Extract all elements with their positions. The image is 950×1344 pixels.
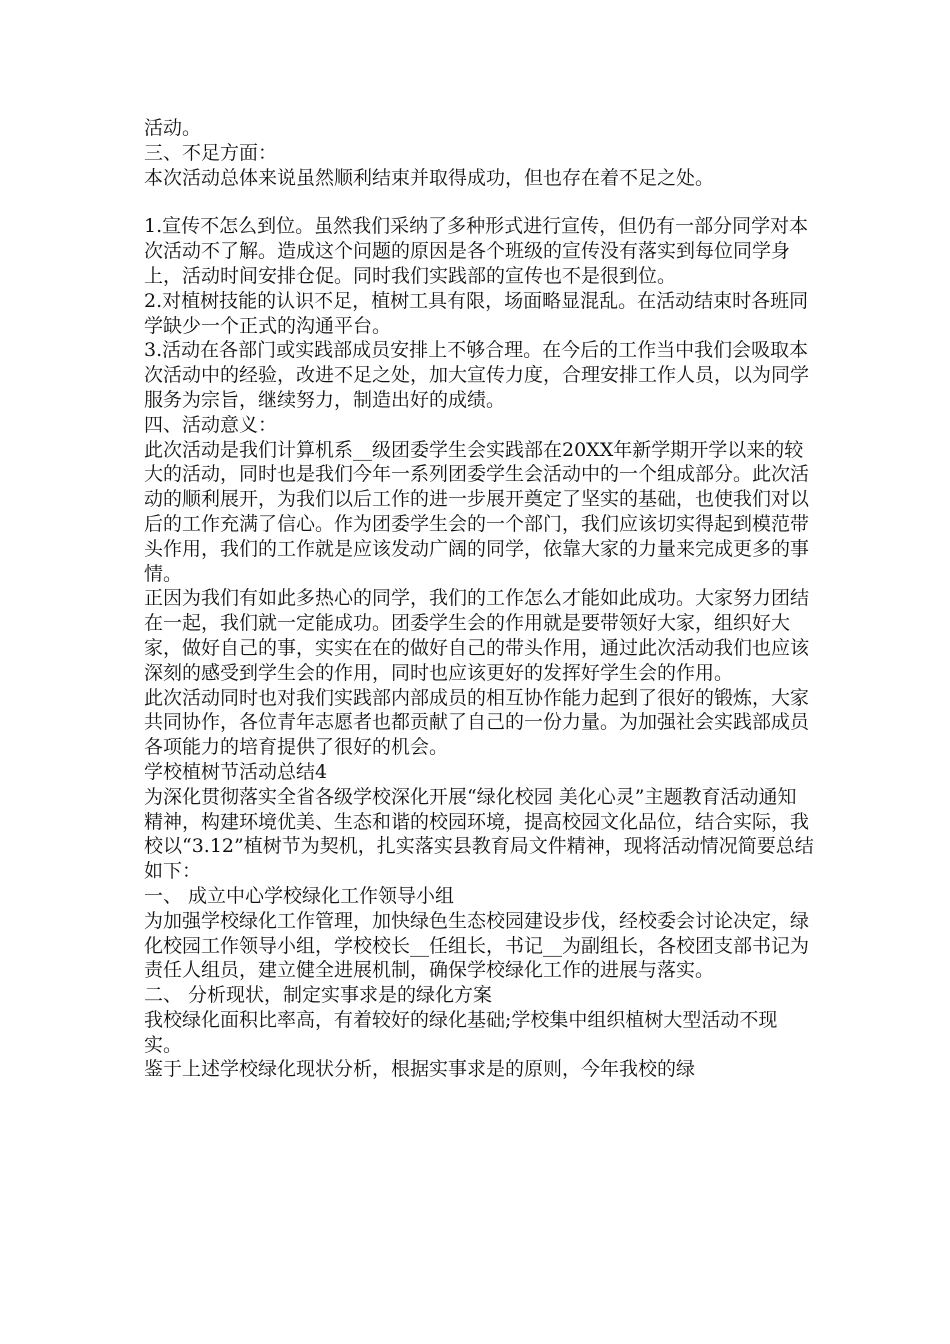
paragraph: 3.活动在各部门或实践部成员安排上不够合理。在今后的工作当中我们会吸取本次活动中的经验，改进不足之处，加大宣传力度，合理安排工作人员，以为同学服务为宗旨，继续努力，制造出好的成绩。 bbox=[144, 339, 810, 411]
paragraph: 我校绿化面积比率高，有着较好的绿化基础;学校集中组织植树大型活动不现实。 bbox=[144, 1008, 778, 1056]
paragraph: 鉴于上述学校绿化现状分析，根据实事求是的原则，今年我校的绿 bbox=[144, 1058, 696, 1081]
paragraph: 活动。 bbox=[144, 117, 202, 139]
section-heading-shortcomings: 三、不足方面： bbox=[144, 141, 278, 164]
section-heading-leadership: 一、 成立中心学校绿化工作领导小组 bbox=[144, 884, 455, 907]
paragraph: 为深化贯彻落实全省各级学校深化开展“绿化校园 美化心灵”主题教育活动通知精神，构建环境优美、生态和谐的校园环境，提高校园文化品位，结合实际，我校以“3.12”植树节为契机，扎实落实县教育局文件精神，现将活动情况简要总结如下： bbox=[144, 785, 814, 883]
document-body bbox=[144, 116, 814, 1082]
section-heading-analysis: 二、 分析现状，制定实事求是的绿化方案 bbox=[144, 984, 493, 1007]
paragraph: 1.宣传不怎么到位。虽然我们采纳了多种形式进行宣传，但仍有一部分同学对本次活动不了解。造成这个问题的原因是各个班级的宣传没有落实到每位同学身上，活动时间安排仓促。同时我们实践部的宣传也不是很到位。 bbox=[144, 215, 809, 287]
paragraph: 此次活动同时也对我们实践部内部成员的相互协作能力起到了很好的锻炼，大家共同协作，各位青年志愿者也都贡献了自己的一份力量。为加强社会实践部成员各项能力的培育提供了很好的机会。 bbox=[144, 686, 810, 759]
paragraph: 2.对植树技能的认识不足，植树工具有限，场面略显混乱。在活动结束时各班同学缺少一个正式的沟通平台。 bbox=[144, 289, 809, 337]
article-title: 学校植树节活动总结4 bbox=[144, 760, 328, 783]
paragraph: 为加强学校绿化工作管理，加快绿色生态校园建设步伐，经校委会讨论决定，绿化校园工作领导小组，学校校长__任组长，书记__为副组长，各校团支部书记为责任人组员，建立健全进展机制，确保学校绿化工作的进展与落实。 bbox=[144, 909, 810, 982]
blank-line bbox=[144, 190, 814, 214]
paragraph: 此次活动是我们计算机系__级团委学生会实践部在20XX年新学期开学以来的较大的活动，同时也是我们今年一系列团委学生会活动中的一个组成部分。此次活动的顺利展开，为我们以后工作的进一步展开奠定了坚实的基础，也使我们对以后的工作充满了信心。作为团委学生会的一个部门，我们应该切实得起到模范带头作用，我们的工作就是应该发动广阔的同学，依靠大家的力量来完成更多的事情。 bbox=[144, 438, 810, 585]
paragraph: 正因为我们有如此多热心的同学，我们的工作怎么才能如此成功。大家努力团结在一起，我们就一定能成功。团委学生会的作用就是要带领好大家，组织好大家，做好自己的事，实实在在的做好自己的带头作用，通过此次活动我们也应该深刻的感受到学生会的作用，同时也应该更好的发挥好学生会的作用。 bbox=[144, 587, 810, 684]
paragraph: 本次活动总体来说虽然顺利结束并取得成功，但也存在着不足之处。 bbox=[144, 166, 715, 189]
section-heading-significance: 四、活动意义： bbox=[144, 413, 278, 436]
